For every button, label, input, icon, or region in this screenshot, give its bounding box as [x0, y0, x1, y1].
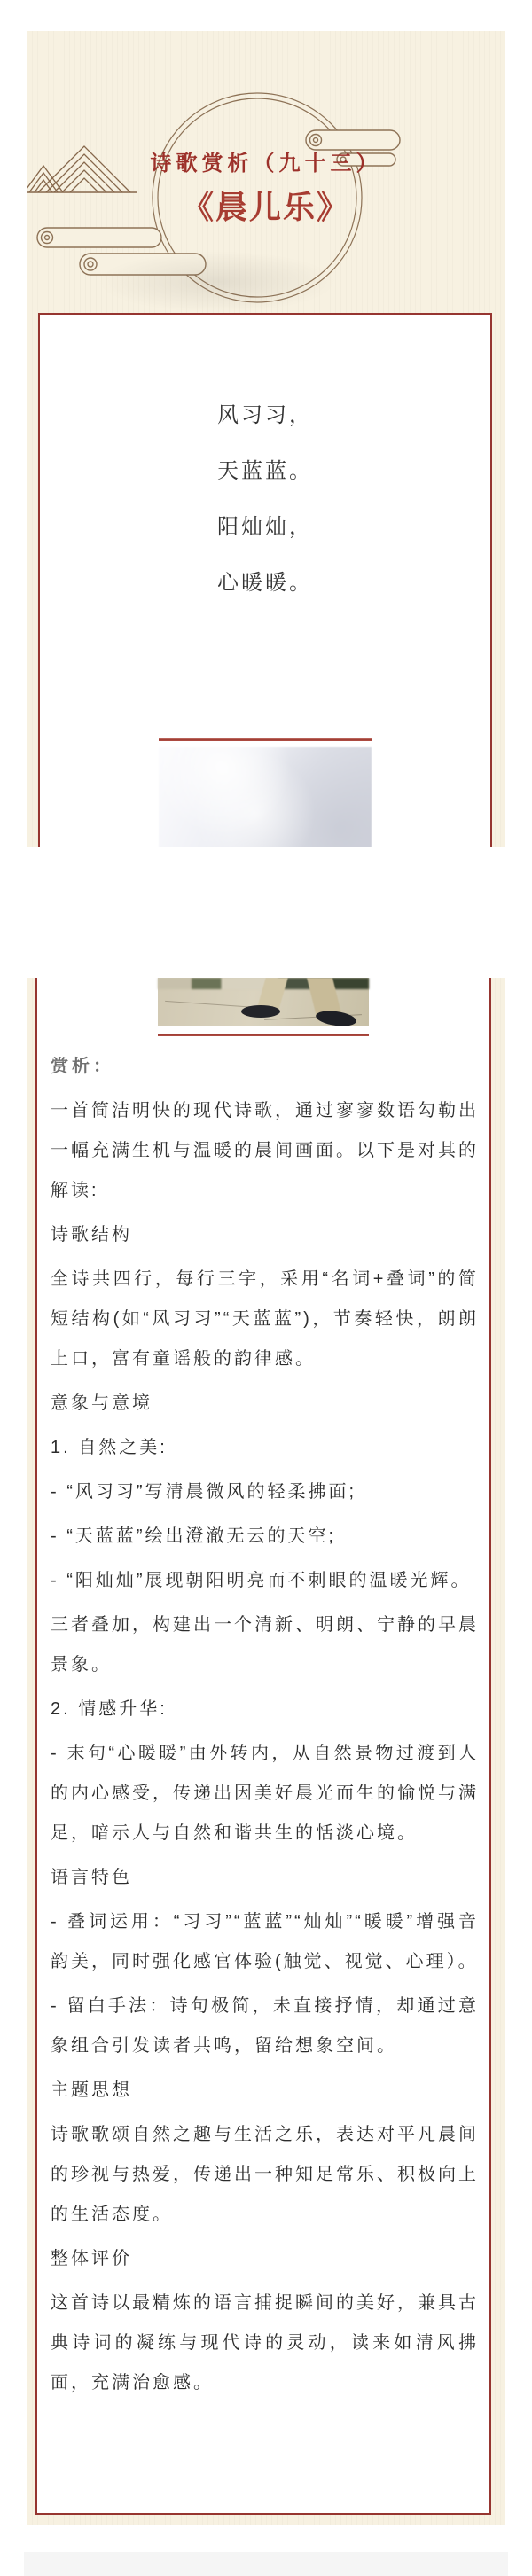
analysis-bullet: - “阳灿灿”展现朝阳明亮而不刺眼的温暖光辉。	[51, 1571, 472, 1590]
analysis-bullet: - “天蓝蓝”绘出澄澈无云的天空;	[51, 1526, 337, 1546]
analysis-label: 赏析：	[51, 1057, 114, 1076]
red-divider-line	[159, 738, 372, 741]
analysis-section-heading: 诗歌结构	[51, 1225, 132, 1245]
footer-gray-bar	[24, 2552, 508, 2576]
ink-smudge-decoration	[98, 251, 337, 313]
analysis-paragraph: 一首简洁明快的现代诗歌，通过寥寥数语勾勒出一幅充满生机与温暖的晨间画面。以下是对其的解读:	[51, 1101, 479, 1200]
poem-title: 《晨儿乐》	[181, 189, 350, 225]
poem-text	[40, 387, 490, 611]
sky-photo-fragment[interactable]	[159, 747, 372, 847]
poem-card	[27, 31, 505, 847]
red-divider-line	[158, 1034, 369, 1036]
analysis-bullet: - 叠词运用：“习习”“蓝蓝”“灿灿”“暖暖”增强音韵美，同时强化感官体验(触觉、视觉、心理）。	[51, 1912, 479, 1971]
analysis-section-heading: 主题思想	[51, 2080, 132, 2100]
analysis-section-heading: 整体评价	[51, 2249, 132, 2268]
analysis-paragraph: 全诗共四行，每行三字，采用“名词+叠词”的简短结构(如“风习习”“天蓝蓝”)，节奏轻快，朗朗上口，富有童谣般的韵律感。	[51, 1269, 479, 1369]
poem-line: 天蓝蓝。	[217, 459, 313, 483]
analysis-paragraph: 这首诗以最精炼的语言捕捉瞬间的美好，兼具古典诗词的凝练与现代诗的灵动，读来如清风拂面，充满治愈感。	[51, 2293, 479, 2393]
series-title: 诗歌赏析（九十三）	[150, 152, 382, 176]
analysis-section-heading: 语言特色	[51, 1868, 132, 1887]
shoe	[241, 1005, 280, 1018]
poem-line: 心暖暖。	[217, 571, 313, 595]
analysis-paragraph: 诗歌歌颂自然之趣与生活之乐，表达对平凡晨间的珍视与热爱，传递出一种知足常乐、积极向上的生活态度。	[51, 2125, 479, 2224]
analysis-bullet: - “风习习”写清晨微风的轻柔拂面;	[51, 1482, 357, 1502]
poem-frame	[38, 313, 492, 847]
analysis-section-heading: 意象与意境	[51, 1393, 153, 1413]
poem-line: 风习习，	[217, 403, 313, 427]
analysis-bullet: - 留白手法：诗句极简，未直接抒情，却通过意象组合引发读者共鸣，留给想象空间。	[51, 1996, 479, 2056]
analysis-frame	[35, 978, 491, 2515]
analysis-paragraph: 三者叠加，构建出一个清新、明朗、宁静的早晨景象。	[51, 1615, 479, 1674]
shoe	[315, 1009, 357, 1028]
analysis-paragraph: 1. 自然之美:	[51, 1438, 168, 1457]
analysis-paragraph: 2. 情感升华:	[51, 1699, 168, 1719]
analysis-bullet: - 末句“心暖暖”由外转内，从自然景物过渡到人的内心感受，传递出因美好晨光而生的愉悦与满足，暗示人与自然和谐共生的恬淡心境。	[51, 1744, 479, 1843]
analysis-text-block	[51, 1047, 479, 2403]
poem-line: 阳灿灿，	[217, 515, 313, 539]
analysis-card	[27, 978, 505, 2525]
walking-legs-photo-fragment[interactable]	[158, 978, 369, 1026]
